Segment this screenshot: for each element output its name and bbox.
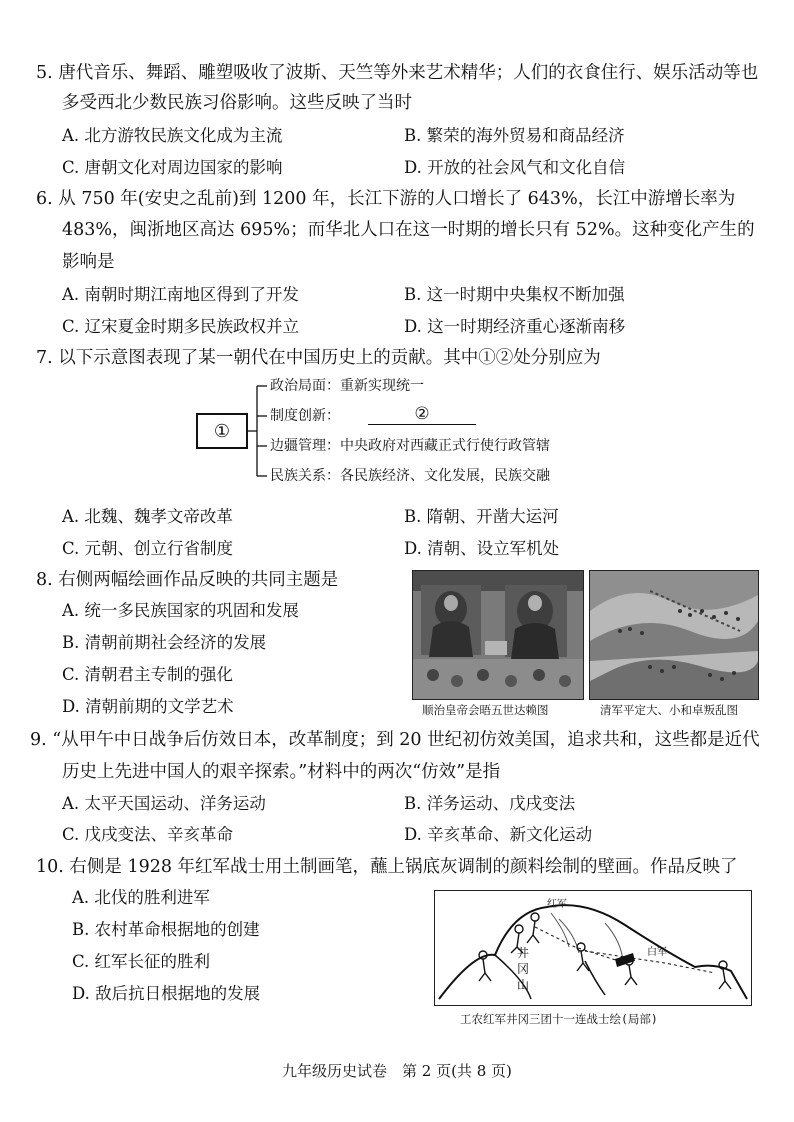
mural-jinggangshan [434, 890, 752, 1006]
q10-stem: 10. 右侧是 1928 年红军战士用土制画笔，蘸上锅底灰调制的颜料绘制的壁画。作品反映了 [36, 857, 738, 877]
q5-option-d: D. 开放的社会风气和文化自信 [404, 158, 626, 177]
q7-option-a: A. 北魏、魏孝文帝改革 [62, 507, 233, 526]
q8-stem: 8. 右侧两幅绘画作品反映的共同主题是 [36, 570, 339, 590]
q7-diagram-line2-label: 制度创新： [270, 408, 340, 424]
q7-diagram-bracket [247, 378, 267, 484]
q7-option-d: D. 清朝、设立军机处 [404, 539, 560, 558]
q6-option-d: D. 这一时期经济重心逐渐南移 [404, 317, 626, 336]
mural-label-red-army: 红军 [547, 899, 567, 910]
q6-stem-line2: 483%，闽浙地区高达 695%；而华北人口在这一时期的增长只有 52%。这种变化产生的 [62, 220, 755, 240]
q10-caption: 工农红军井冈三团十一连战士绘(局部) [460, 1012, 658, 1026]
q10-option-d: D. 敌后抗日根据地的发展 [72, 984, 261, 1003]
q6-option-b: B. 这一时期中央集权不断加强 [404, 285, 625, 304]
q6-option-c: C. 辽宋夏金时期多民族政权并立 [62, 317, 300, 336]
mural-label-white-army: 白军 [647, 947, 667, 958]
q9-stem-line1: 9. “从甲午中日战争后仿效日本，改革制度；到 20 世纪初仿效美国，追求共和，这些都是近代 [30, 730, 760, 750]
mural-mountain-char-1: 井 [517, 946, 530, 960]
q7-option-c: C. 元朝、创立行省制度 [62, 539, 234, 558]
q5-stem-line1: 5. 唐代音乐、舞蹈、雕塑吸收了波斯、天竺等外来艺术精华；人们的衣食住行、娱乐活动等也 [36, 63, 759, 83]
q8-caption-left: 顺治皇帝会晤五世达赖图 [422, 703, 549, 717]
q5-option-c: C. 唐朝文化对周边国家的影响 [62, 158, 283, 177]
q5-stem-line2: 多受西北少数民族习俗影响。这些反映了当时 [62, 93, 412, 113]
q8-option-c: C. 清朝君主专制的强化 [62, 665, 234, 684]
q7-diagram-line4: 民族关系：各民族经济、文化发展，民族交融 [270, 468, 550, 484]
q9-option-b: B. 洋务运动、戊戌变法 [404, 794, 576, 813]
q6-stem-line1: 6. 从 750 年(安史之乱前)到 1200 年，长江下游的人口增长了 643%，长江中游增长率为 [36, 189, 736, 209]
q9-option-d: D. 辛亥革命、新文化运动 [404, 825, 593, 844]
q7-diagram-line3: 边疆管理：中央政府对西藏正式行使行政管辖 [270, 438, 550, 454]
q7-diagram-box: ① [196, 413, 248, 449]
q10-option-a: A. 北伐的胜利进军 [72, 888, 210, 907]
page-footer: 九年级历史试卷 第 2 页(共 8 页) [282, 1062, 512, 1080]
q6-option-a: A. 南朝时期江南地区得到了开发 [62, 285, 299, 304]
q9-option-c: C. 戊戌变法、辛亥革命 [62, 825, 234, 844]
q10-option-b: B. 农村革命根据地的创建 [72, 920, 260, 939]
q10-option-c: C. 红军长征的胜利 [72, 952, 211, 971]
painting-shunzhi-dalai [412, 570, 584, 700]
q5-option-b: B. 繁荣的海外贸易和商品经济 [404, 126, 625, 145]
q9-option-a: A. 太平天国运动、洋务运动 [62, 794, 266, 813]
q5-option-a: A. 北方游牧民族文化成为主流 [62, 126, 283, 145]
mural-mountain-char-3: 山 [517, 978, 530, 992]
q7-diagram-blank: ② [368, 404, 476, 425]
mural-mountain-char-2: 冈 [517, 962, 530, 976]
q8-option-d: D. 清朝前期的文学艺术 [62, 697, 234, 716]
q7-diagram-line1: 政治局面：重新实现统一 [270, 378, 424, 394]
q7-option-b: B. 隋朝、开凿大运河 [404, 507, 559, 526]
q9-stem-line2: 历史上先进中国人的艰辛探索。”材料中的两次“仿效”是指 [62, 762, 501, 782]
q7-stem: 7. 以下示意图表现了某一朝代在中国历史上的贡献。其中①②处分别应为 [36, 348, 601, 368]
q6-stem-line3: 影响是 [62, 252, 115, 272]
q8-option-a: A. 统一多民族国家的巩固和发展 [62, 601, 299, 620]
q8-caption-right: 清军平定大、小和卓叛乱图 [600, 703, 738, 717]
q8-option-b: B. 清朝前期社会经济的发展 [62, 633, 267, 652]
painting-qing-battle [589, 570, 759, 700]
